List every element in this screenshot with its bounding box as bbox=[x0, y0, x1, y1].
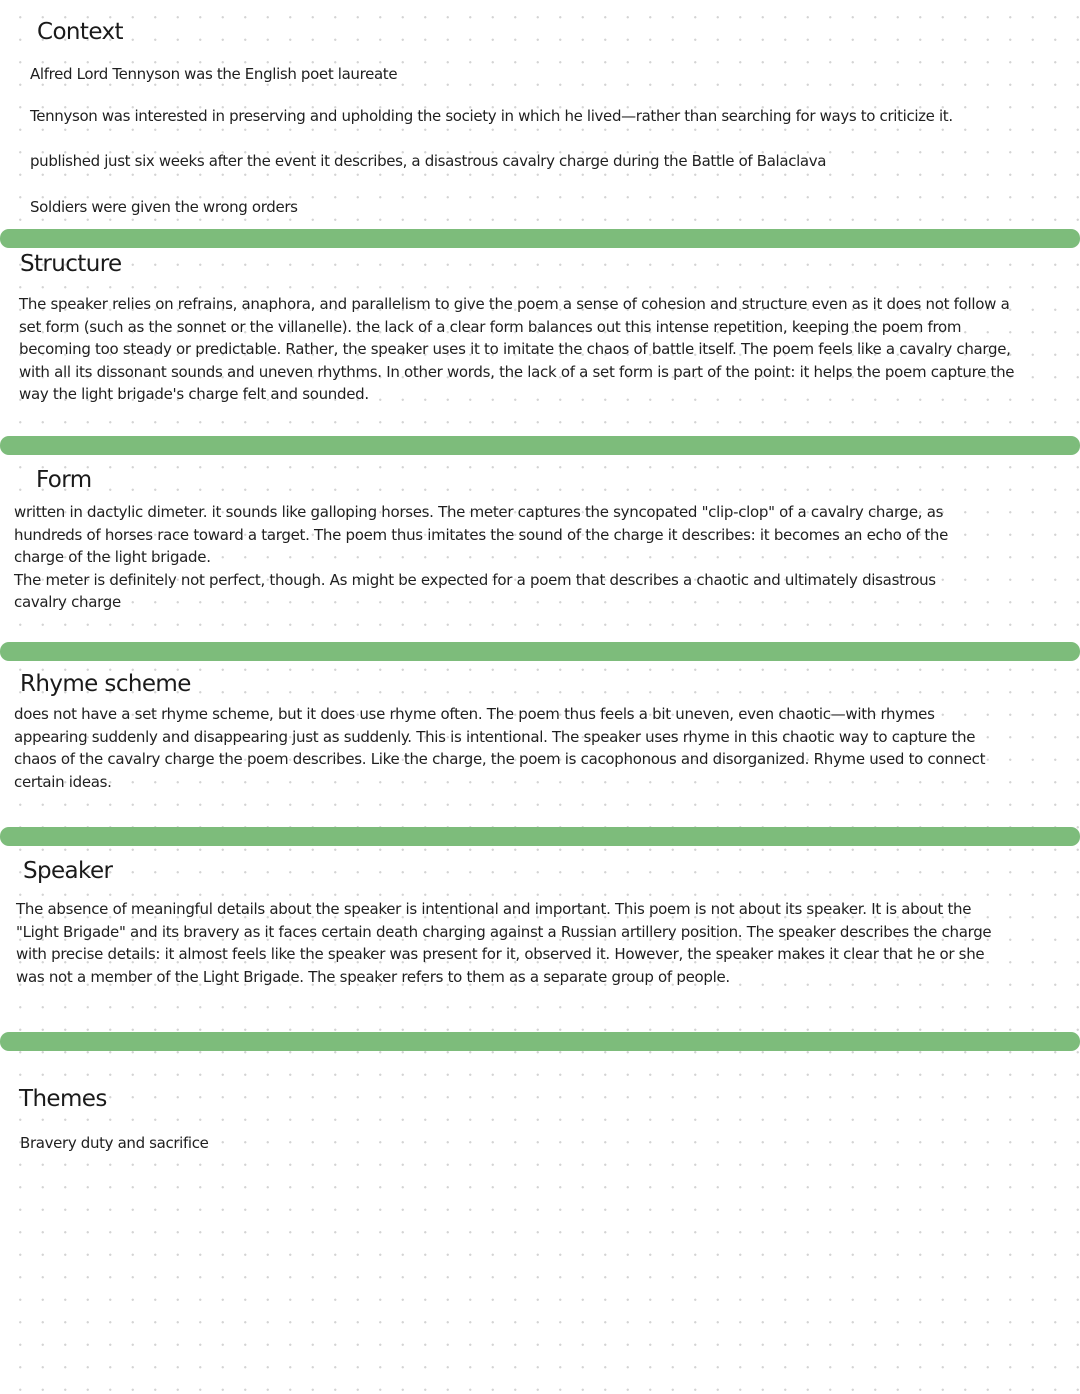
structure-heading: Structure bbox=[20, 251, 122, 277]
rhyme-scheme-heading: Rhyme scheme bbox=[20, 671, 191, 697]
section-divider bbox=[0, 827, 1080, 846]
speaker-body: The absence of meaningful details about the speaker is intentional and important. This poem is not about its speaker. It is about the "Light Brigade" and its bravery as it faces certain death charging against a Russian artillery position. The speaker describes the charge with precise details: it almost feels like the speaker was present for it, observed it. However, the speaker makes it clear that he or she was not a member of the Light Brigade. The speaker refers to them as a separate group of people. bbox=[16, 900, 992, 986]
form-paragraph: The meter is definitely not perfect, though. As might be expected for a poem that describes a chaotic and ultimately disastrous cavalry charge bbox=[14, 570, 936, 611]
themes-body: Bravery duty and sacrifice bbox=[20, 1134, 209, 1152]
section-divider bbox=[0, 436, 1080, 455]
context-line: Tennyson was interested in preserving and upholding the society in which he lived—rather than searching for ways to criticize it. bbox=[30, 107, 953, 125]
form-heading: Form bbox=[36, 467, 92, 493]
speaker-heading: Speaker bbox=[23, 858, 113, 884]
rhyme-scheme-body: does not have a set rhyme scheme, but it does use rhyme often. The poem thus feels a bit uneven, even chaotic—with rhymes appearing suddenly and disappearing just as suddenly. This is intentional. The speaker uses rhyme in this chaotic way to capture the chaos of the cavalry charge the poem describes. Like the charge, the poem is cacophonous and disorganized. Rhyme used to connect certain ideas. bbox=[14, 705, 986, 791]
section-divider bbox=[0, 642, 1080, 661]
context-heading: Context bbox=[37, 19, 123, 45]
form-body bbox=[14, 501, 984, 614]
context-line: Alfred Lord Tennyson was the English poet laureate bbox=[30, 65, 398, 83]
structure-body: The speaker relies on refrains, anaphora, and parallelism to give the poem a sense of cohesion and structure even as it does not follow a set form (such as the sonnet or the villanelle). the lack of a clear form balances out this intense repetition, keeping the poem from becoming too steady or predictable. Rather, the speaker uses it to imitate the chaos of battle itself. The poem feels like a cavalry charge, with all its dissonant sounds and uneven rhythms. In other words, the lack of a set form is part of the point: it helps the poem capture the way the light brigade's charge felt and sounded. bbox=[19, 295, 1015, 403]
form-paragraph: written in dactylic dimeter. it sounds like galloping horses. The meter captures the syncopated "clip-clop" of a cavalry charge, as hundreds of horses race toward a target. The poem thus imitates the sound of the charge it describes: it becomes an echo of the charge of the light brigade. bbox=[14, 503, 949, 566]
section-divider bbox=[0, 229, 1080, 248]
context-line: published just six weeks after the event it describes, a disastrous cavalry charge during the Battle of Balaclava bbox=[30, 152, 827, 170]
context-line: Soldiers were given the wrong orders bbox=[30, 198, 298, 216]
section-divider bbox=[0, 1032, 1080, 1051]
themes-heading: Themes bbox=[19, 1086, 107, 1112]
